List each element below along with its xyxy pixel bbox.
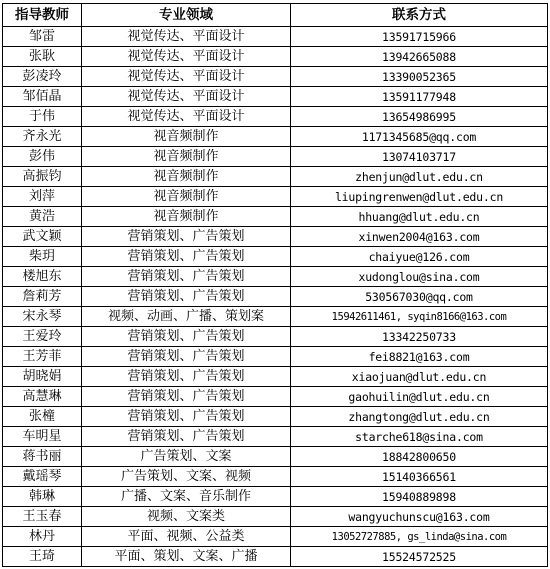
table-row (3, 87, 548, 107)
contact-cell: 13591715966 (291, 27, 548, 47)
advisor-name-cell: 张耿 (3, 47, 82, 67)
advisor-name-cell: 韩琳 (3, 487, 82, 507)
table-row (3, 387, 548, 407)
advisor-name-cell: 齐永光 (3, 127, 82, 147)
advisor-name-cell: 宋永琴 (3, 307, 82, 327)
contact-cell: 15940889898 (291, 487, 548, 507)
field-cell: 营销策划、广告策划 (82, 407, 291, 427)
field-cell: 广告策划、文案、视频 (82, 467, 291, 487)
contact-cell: 15140366561 (291, 467, 548, 487)
contact-cell: 13342250733 (291, 327, 548, 347)
field-cell: 营销策划、广告策划 (82, 347, 291, 367)
advisor-name-cell: 彭凌玲 (3, 67, 82, 87)
advisor-name-cell: 黄浩 (3, 207, 82, 227)
field-cell: 营销策划、广告策划 (82, 287, 291, 307)
advisor-name-cell: 邹雷 (3, 27, 82, 47)
field-cell: 营销策划、广告策划 (82, 327, 291, 347)
table-row (3, 427, 548, 447)
table-row (3, 287, 548, 307)
contact-cell: wangyuchunscu@163.com (291, 507, 548, 527)
table-row (3, 147, 548, 167)
table-row (3, 327, 548, 347)
table-row (3, 207, 548, 227)
field-cell: 营销策划、广告策划 (82, 427, 291, 447)
field-cell: 视音频制作 (82, 167, 291, 187)
contact-cell: hhuang@dlut.edu.cn (291, 207, 548, 227)
table-row (3, 467, 548, 487)
field-cell: 视觉传达、平面设计 (82, 87, 291, 107)
advisor-name-cell: 车明星 (3, 427, 82, 447)
field-cell: 营销策划、广告策划 (82, 387, 291, 407)
advisor-name-cell: 胡晓娟 (3, 367, 82, 387)
table-row (3, 47, 548, 67)
table-row (3, 267, 548, 287)
contact-cell: 13074103717 (291, 147, 548, 167)
field-cell: 视觉传达、平面设计 (82, 67, 291, 87)
advisor-name-cell: 林丹 (3, 527, 82, 547)
table-row (3, 67, 548, 87)
table-row (3, 347, 548, 367)
contact-cell: 15524572525 (291, 547, 548, 567)
table-row (3, 127, 548, 147)
table-row (3, 527, 548, 547)
contact-cell: zhangtong@dlut.edu.cn (291, 407, 548, 427)
contact-cell: 13654986995 (291, 107, 548, 127)
contact-cell: chaiyue@126.com (291, 247, 548, 267)
table-row (3, 407, 548, 427)
advisor-name-cell: 高慧琳 (3, 387, 82, 407)
contact-cell: 18842800650 (291, 447, 548, 467)
advisor-name-cell: 戴瑶琴 (3, 467, 82, 487)
field-cell: 平面、策划、文案、广播 (82, 547, 291, 567)
field-cell: 营销策划、广告策划 (82, 227, 291, 247)
advisor-name-cell: 詹莉芳 (3, 287, 82, 307)
field-cell: 视觉传达、平面设计 (82, 47, 291, 67)
advisor-name-cell: 王芳菲 (3, 347, 82, 367)
contact-cell: 13591177948 (291, 87, 548, 107)
advisor-name-cell: 柴玥 (3, 247, 82, 267)
contact-cell: zhenjun@dlut.edu.cn (291, 167, 548, 187)
contact-cell: gaohuilin@dlut.edu.cn (291, 387, 548, 407)
table-row (3, 307, 548, 327)
table-row (3, 247, 548, 267)
contact-cell: starche618@sina.com (291, 427, 548, 447)
field-cell: 视音频制作 (82, 187, 291, 207)
field-cell: 视觉传达、平面设计 (82, 107, 291, 127)
contact-cell: 13390052365 (291, 67, 548, 87)
advisor-name-cell: 武文颖 (3, 227, 82, 247)
field-cell: 视觉传达、平面设计 (82, 27, 291, 47)
field-cell: 营销策划、广告策划 (82, 267, 291, 287)
table-row (3, 27, 548, 47)
contact-cell: 15942611461, syqin8166@163.com (291, 307, 548, 327)
contact-cell: xiaojuan@dlut.edu.cn (291, 367, 548, 387)
advisor-name-cell: 张橦 (3, 407, 82, 427)
contact-cell: liupingrenwen@dlut.edu.cn (291, 187, 548, 207)
contact-cell: fei8821@163.com (291, 347, 548, 367)
table-row (3, 447, 548, 467)
contact-cell: 530567030@qq.com (291, 287, 548, 307)
contact-cell: xinwen2004@163.com (291, 227, 548, 247)
header-advisor: 指导教师 (3, 4, 82, 27)
field-cell: 视频、动画、广播、策划案 (82, 307, 291, 327)
advisor-name-cell: 刘萍 (3, 187, 82, 207)
field-cell: 广告策划、文案 (82, 447, 291, 467)
advisor-name-cell: 蒋书丽 (3, 447, 82, 467)
table-row (3, 187, 548, 207)
field-cell: 营销策划、广告策划 (82, 247, 291, 267)
advisor-name-cell: 邹佰晶 (3, 87, 82, 107)
field-cell: 营销策划、广告策划 (82, 367, 291, 387)
contact-cell: xudonglou@sina.com (291, 267, 548, 287)
advisor-name-cell: 王玉春 (3, 507, 82, 527)
field-cell: 平面、视频、公益类 (82, 527, 291, 547)
table-row (3, 547, 548, 567)
table-row (3, 487, 548, 507)
table-row (3, 507, 548, 527)
advisor-name-cell: 高振钧 (3, 167, 82, 187)
contact-cell: 13942665088 (291, 47, 548, 67)
header-contact: 联系方式 (291, 4, 548, 27)
contact-cell: 13052727885, gs_linda@sina.com (291, 527, 548, 547)
contact-cell: 1171345685@qq.com (291, 127, 548, 147)
table-row (3, 367, 548, 387)
advisor-name-cell: 楼旭东 (3, 267, 82, 287)
advisor-table (2, 3, 548, 567)
header-field: 专业领域 (82, 4, 291, 27)
field-cell: 广播、文案、音乐制作 (82, 487, 291, 507)
table-row (3, 227, 548, 247)
header-row (3, 4, 548, 27)
field-cell: 视频、文案类 (82, 507, 291, 527)
table-row (3, 107, 548, 127)
advisor-name-cell: 王爱玲 (3, 327, 82, 347)
field-cell: 视音频制作 (82, 207, 291, 227)
table-row (3, 167, 548, 187)
advisor-name-cell: 王琦 (3, 547, 82, 567)
field-cell: 视音频制作 (82, 127, 291, 147)
advisor-name-cell: 于伟 (3, 107, 82, 127)
field-cell: 视音频制作 (82, 147, 291, 167)
table-body (3, 27, 548, 567)
advisor-name-cell: 彭伟 (3, 147, 82, 167)
